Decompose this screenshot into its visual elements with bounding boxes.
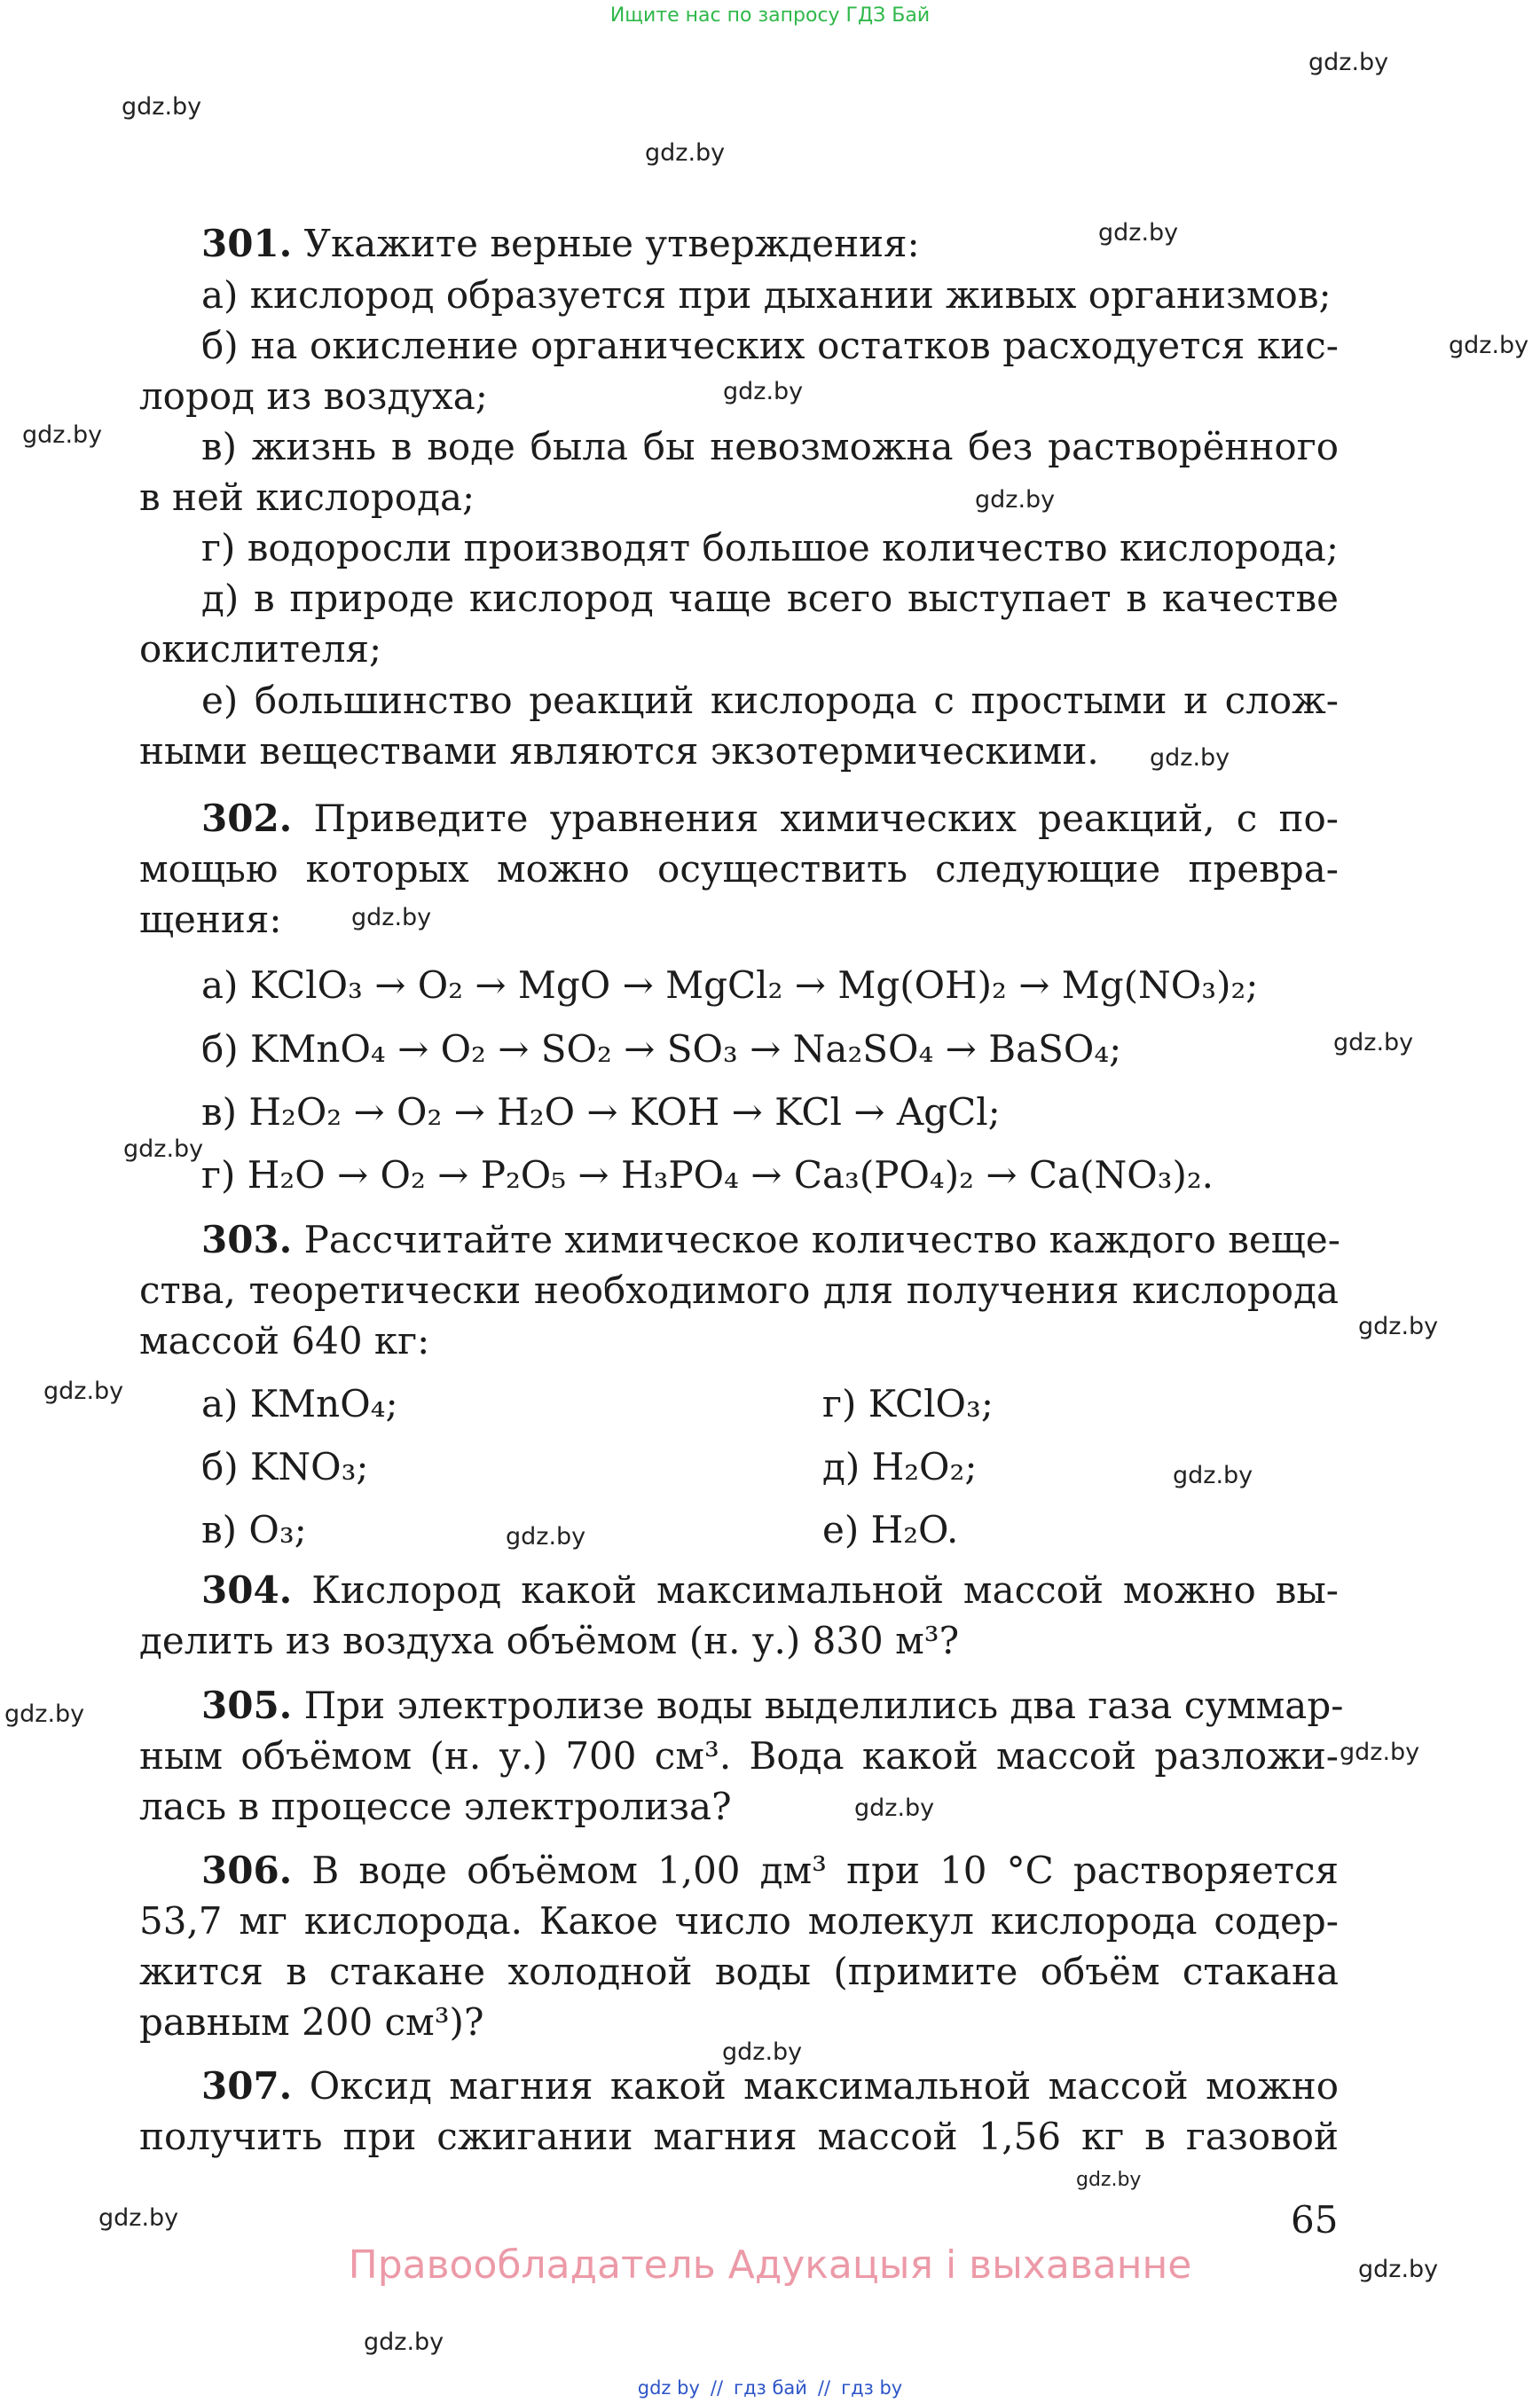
reaction-chain-a: а) KClO₃ → O₂ → MgO → MgCl₂ → Mg(OH)₂ → Mg(NO₃)₂; [201, 963, 1259, 1007]
footer-separator: // [817, 2377, 831, 2399]
watermark: gdz.by [1449, 332, 1529, 359]
watermark: gdz.by [723, 378, 804, 405]
watermark: gdz.by [1098, 219, 1179, 247]
problem-number: 304. [201, 1568, 293, 1612]
substance-option: е) H₂O. [822, 1508, 959, 1551]
problem-301-title [139, 219, 1339, 269]
problem-number: 302. [201, 797, 293, 840]
problem-305-line: лась в процессе электролиза? [139, 1785, 732, 1828]
problem-text: Приведите уравнения химических реакций, с по- [313, 797, 1339, 840]
statement-item: окислителя; [139, 627, 382, 671]
statement-item: в) жизнь в воде была бы невозможна без растворённого [201, 425, 1339, 468]
statement-item: в ней кислорода; [139, 475, 475, 519]
watermark: gdz.by [722, 2038, 803, 2066]
watermark: gdz.by [351, 904, 432, 931]
problem-306-line: 53,7 мг кислорода. Какое число молекул кислорода содер- [139, 1899, 1339, 1943]
watermark: gdz.by [1308, 49, 1389, 76]
statement-item: ными веществами являются экзотермическими. [139, 729, 1099, 773]
header-banner[interactable]: Ищите нас по запросу ГДЗ Бай [609, 4, 931, 27]
watermark: gdz.by [645, 139, 726, 167]
reaction-chain-b: б) KMnO₄ → O₂ → SO₂ → SO₃ → Na₂SO₄ → BaSO₄; [201, 1027, 1122, 1071]
watermark: gdz.by [364, 2328, 444, 2356]
watermark: gdz.by [1340, 1739, 1420, 1766]
watermark: gdz.by [1358, 2256, 1439, 2283]
problem-305-line [139, 1681, 1344, 1731]
problem-302-line: щения: [139, 898, 282, 941]
problem-number: 306. [201, 1849, 293, 1892]
substance-option: в) O₃; [201, 1508, 307, 1551]
problem-307-line: получить при сжигании магния массой 1,56 кг в газовой [139, 2115, 1339, 2158]
statement-item: а) кислород образуется при дыхании живых организмов; [201, 273, 1332, 317]
watermark: gdz.by [1333, 1029, 1414, 1056]
problem-number: 301. [201, 222, 293, 265]
substance-option: д) H₂O₂; [822, 1445, 978, 1488]
problem-303-line [139, 1215, 1339, 1265]
problem-306-line: жится в стакане холодной воды (примите объём стакана [139, 1950, 1339, 1993]
footer-separator: // [710, 2377, 724, 2399]
problem-306-line [139, 1846, 1339, 1896]
footer-rights: Правообладатель Адукацыя і выхаванне [348, 2242, 1192, 2288]
watermark: gdz.by [1358, 1313, 1439, 1340]
problem-303-line: массой 640 кг: [139, 1319, 430, 1362]
problem-text: Оксид магния какой максимальной массой можно [309, 2064, 1339, 2108]
problem-text: При электролизе воды выделились два газа суммар- [303, 1684, 1344, 1727]
watermark: gdz.by [975, 486, 1056, 514]
statement-item: д) в природе кислород чаще всего выступает в качестве [201, 577, 1339, 620]
statement-item: г) водоросли производят большое количество кислорода; [201, 526, 1339, 569]
watermark: gdz.by [22, 421, 103, 449]
watermark: gdz.by [854, 1794, 935, 1822]
problem-number: 305. [201, 1684, 293, 1727]
statement-item: е) большинство реакций кислорода с простыми и слож- [201, 679, 1339, 722]
substance-option: г) KClO₃; [822, 1382, 994, 1425]
watermark: gdz.by [98, 2204, 179, 2232]
substance-option: а) KMnO₄; [201, 1382, 398, 1425]
watermark: gdz.by [122, 93, 202, 121]
footer-link[interactable]: гдз бай [734, 2377, 807, 2399]
problem-305-line: ным объёмом (н. у.) 700 см³. Вода какой массой разложи- [139, 1734, 1339, 1778]
problem-303-line: ства, теоретически необходимого для получения кислорода [139, 1268, 1339, 1312]
problem-text: Кислород какой максимальной массой можно вы- [311, 1568, 1339, 1612]
reaction-chain-d: г) H₂O → O₂ → P₂O₅ → H₃PO₄ → Ca₃(PO₄)₂ → Ca(NO₃)₂. [201, 1153, 1214, 1197]
statement-item: лород из воздуха; [139, 374, 488, 418]
problem-302-line: мощью которых можно осуществить следующие превра- [139, 847, 1339, 891]
reaction-chain-c: в) H₂O₂ → O₂ → H₂O → KOH → KCl → AgCl; [201, 1090, 1001, 1134]
watermark: gdz.by [1076, 2169, 1142, 2191]
page-number: 65 [1291, 2198, 1339, 2242]
watermark: gdz.by [506, 1523, 586, 1551]
watermark: gdz.by [43, 1378, 124, 1405]
problem-text: Рассчитайте химическое количество каждого веще- [303, 1218, 1340, 1261]
problem-text: Укажите верные утверждения: [303, 222, 920, 265]
problem-306-line: равным 200 см³)? [139, 2000, 484, 2044]
statement-item: б) на окисление органических остатков расходуется кис- [201, 324, 1339, 367]
watermark: gdz.by [1150, 744, 1230, 772]
watermark: gdz.by [123, 1135, 204, 1163]
substance-option: б) KNO₃; [201, 1445, 369, 1488]
problem-304-line [139, 1566, 1339, 1615]
problem-302-line [139, 794, 1339, 844]
problem-307-line [139, 2061, 1339, 2111]
watermark: gdz.by [4, 1700, 85, 1728]
watermark: gdz.by [1173, 1462, 1253, 1489]
problem-text: В воде объёмом 1,00 дм³ при 10 °C растворяется [311, 1849, 1339, 1892]
problem-number: 307. [201, 2064, 293, 2108]
footer-link[interactable]: gdz by [637, 2377, 700, 2399]
problem-304-line: делить из воздуха объёмом (н. у.) 830 м³? [139, 1619, 960, 1662]
footer-link[interactable]: гдз by [841, 2377, 903, 2399]
footer-links [0, 2377, 1540, 2399]
problem-number: 303. [201, 1218, 293, 1261]
